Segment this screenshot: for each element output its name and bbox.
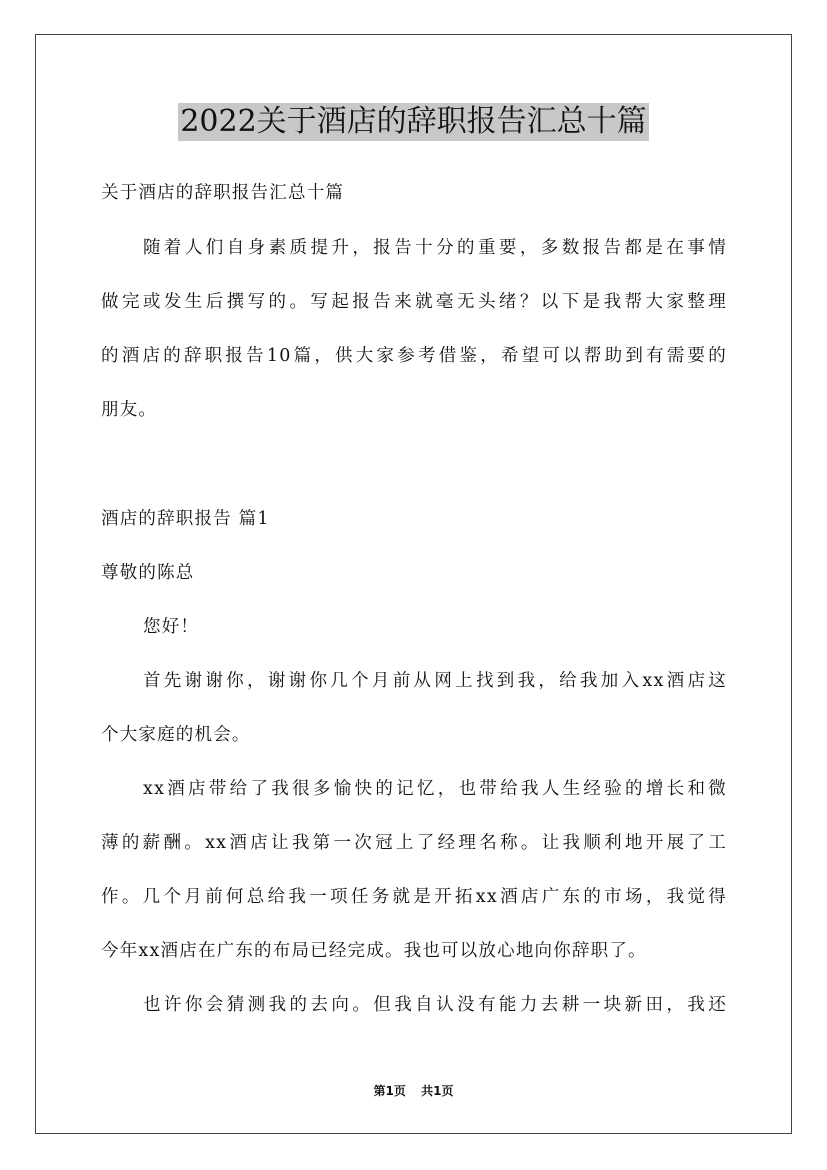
para1-line-2: 个大家庭的机会。 — [101, 725, 251, 745]
intro-line-1: 随着人们自身素质提升，报告十分的重要，多数报告都是在事情 — [143, 238, 727, 258]
para2-line-2: 薄的薪酬。xx酒店让我第一次冠上了经理名称。让我顺利地开展了工 — [101, 833, 727, 853]
section-heading: 酒店的辞职报告 篇1 — [101, 509, 270, 529]
intro-line-3: 的酒店的辞职报告10篇，供大家参考借鉴，希望可以帮助到有需要的 — [101, 346, 727, 366]
salutation: 尊敬的陈总 — [101, 563, 195, 583]
para2-line-4: 今年xx酒店在广东的布局已经完成。我也可以放心地向你辞职了。 — [101, 941, 647, 961]
intro-line-2: 做完或发生后撰写的。写起报告来就毫无头绪？以下是我帮大家整理 — [101, 292, 727, 312]
page-total: 共1页 — [421, 1084, 454, 1098]
para2-line-1: xx酒店带给了我很多愉快的记忆，也带给我人生经验的增长和微 — [143, 779, 727, 799]
intro-line-4: 朋友。 — [101, 400, 158, 420]
page-number: 第1页 — [373, 1084, 406, 1098]
para3-line-1: 也许你会猜测我的去向。但我自认没有能力去耕一块新田，我还 — [143, 995, 727, 1015]
greeting: 您好！ — [143, 617, 200, 637]
document-title-text: 2022关于酒店的辞职报告汇总十篇 — [180, 104, 647, 139]
page-footer — [0, 1083, 827, 1099]
para2-line-3: 作。几个月前何总给我一项任务就是开拓xx酒店广东的市场，我觉得 — [101, 887, 727, 907]
para1-line-1: 首先谢谢你，谢谢你几个月前从网上找到我，给我加入xx酒店这 — [143, 671, 727, 691]
document-title — [0, 103, 827, 141]
subtitle: 关于酒店的辞职报告汇总十篇 — [101, 183, 345, 203]
